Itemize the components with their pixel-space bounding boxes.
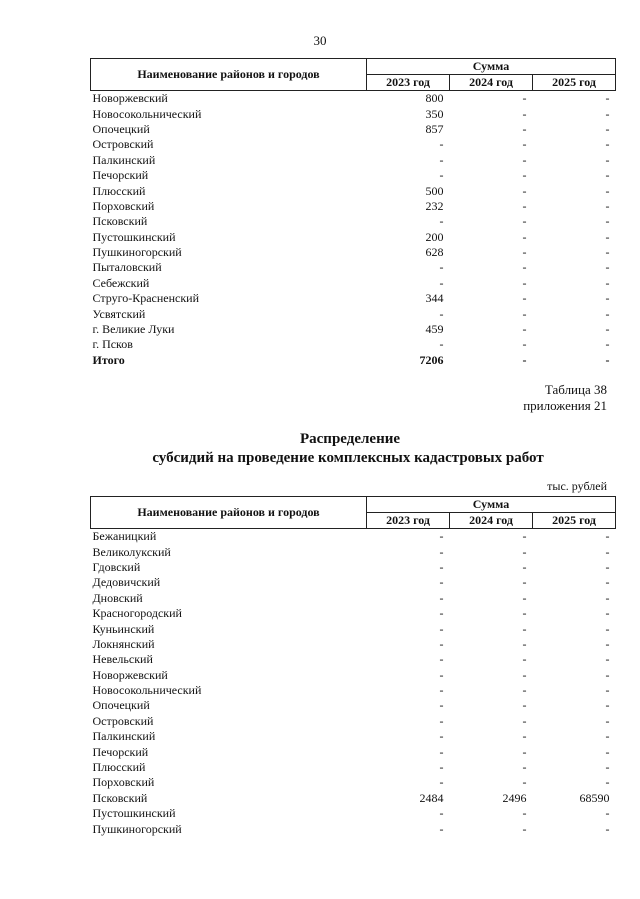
- table-row: [91, 575, 616, 590]
- value-2023-cell: -: [439, 760, 444, 775]
- value-2024-cell: -: [522, 337, 527, 352]
- value-2024-cell: -: [522, 152, 527, 167]
- value-2023-cell: 500: [425, 183, 444, 198]
- value-2024-cell: -: [522, 744, 527, 759]
- district-name-cell: Дновский: [92, 590, 143, 605]
- value-2023-cell: -: [439, 590, 444, 605]
- table-row: [91, 306, 616, 321]
- value-2024-cell: -: [522, 106, 527, 121]
- district-name-cell: Опочецкий: [92, 121, 150, 136]
- value-2023-cell: -: [439, 575, 444, 590]
- district-name-cell: Бежаницкий: [92, 529, 157, 544]
- value-2023-cell: 628: [425, 245, 444, 260]
- district-name-cell: Локнянский: [92, 636, 155, 651]
- value-2025-cell: -: [605, 198, 610, 213]
- value-2025-cell: -: [605, 621, 610, 636]
- value-2024-cell: -: [522, 91, 527, 106]
- district-name-cell: Струго-Красненский: [92, 291, 200, 306]
- value-2023-cell: -: [439, 636, 444, 651]
- value-2025-cell: -: [605, 636, 610, 651]
- value-2024-cell: -: [522, 322, 527, 337]
- value-2024-cell: -: [522, 652, 527, 667]
- value-2025-cell: -: [605, 322, 610, 337]
- value-2024-cell: -: [522, 636, 527, 651]
- header-district-name: Наименование районов и городов: [91, 497, 367, 529]
- value-2024-cell: -: [522, 667, 527, 682]
- value-2025-cell: -: [605, 183, 610, 198]
- district-name-cell: Пушкиногорский: [92, 245, 182, 260]
- value-2023-cell: 2484: [419, 790, 444, 805]
- value-2025-cell: -: [605, 683, 610, 698]
- district-name-cell: г. Великие Луки: [92, 322, 175, 337]
- value-2025-cell: -: [605, 744, 610, 759]
- value-2025-cell: -: [605, 260, 610, 275]
- table-row: [91, 153, 616, 168]
- value-2023-cell: 200: [425, 229, 444, 244]
- district-name-cell: Невельский: [92, 652, 153, 667]
- value-2023-cell: 344: [425, 291, 444, 306]
- table-row: [91, 760, 616, 775]
- table-row: [91, 322, 616, 337]
- value-2024-cell: -: [522, 590, 527, 605]
- table-number-label: Таблица 38: [544, 382, 607, 397]
- value-2023-cell: -: [439, 529, 444, 544]
- table-row: [91, 230, 616, 245]
- district-name-cell: Псковский: [92, 790, 148, 805]
- value-2023-cell: 350: [425, 106, 444, 121]
- table-row: [91, 775, 616, 790]
- value-2025-cell: -: [605, 544, 610, 559]
- value-2023-cell: -: [439, 713, 444, 728]
- value-2024-cell: -: [522, 729, 527, 744]
- table-caption: [523, 382, 607, 414]
- value-2025-cell: -: [605, 337, 610, 352]
- value-2023-cell: -: [439, 683, 444, 698]
- table-row: [91, 806, 616, 821]
- value-2024-cell: -: [522, 168, 527, 183]
- total-row: [91, 353, 616, 368]
- value-2023-cell: -: [439, 744, 444, 759]
- value-2023-cell: -: [439, 775, 444, 790]
- value-2025-cell: -: [605, 291, 610, 306]
- value-2023-cell: -: [439, 806, 444, 821]
- value-2024-cell: -: [522, 760, 527, 775]
- district-name-cell: Палкинский: [92, 152, 156, 167]
- value-2023-cell: -: [439, 214, 444, 229]
- table-row: [91, 729, 616, 744]
- table-row: [91, 591, 616, 606]
- value-2025-cell: -: [605, 729, 610, 744]
- value-2023-cell: 459: [425, 322, 444, 337]
- table-row: [91, 137, 616, 152]
- value-2024-cell: -: [522, 559, 527, 574]
- value-2025-cell: -: [605, 606, 610, 621]
- value-2024-cell: -: [522, 529, 527, 544]
- value-2023-cell: -: [439, 698, 444, 713]
- table-row: [91, 791, 616, 806]
- value-2023-cell: -: [439, 337, 444, 352]
- district-name-cell: Новоржевский: [92, 667, 168, 682]
- table-row: [91, 168, 616, 183]
- district-name-cell: Усвятский: [92, 306, 146, 321]
- value-2023-cell: -: [439, 152, 444, 167]
- value-2025-cell: -: [605, 106, 610, 121]
- header-year-2025: 2025 год: [533, 75, 616, 91]
- header-year-2024: 2024 год: [450, 75, 533, 91]
- value-2025-cell: -: [605, 152, 610, 167]
- district-name-cell: Пустошкинский: [92, 806, 176, 821]
- value-2025-cell: -: [605, 713, 610, 728]
- value-2024-cell: -: [522, 806, 527, 821]
- value-2024-cell: -: [522, 260, 527, 275]
- value-2024-cell: -: [522, 183, 527, 198]
- value-2023-cell: 232: [425, 198, 444, 213]
- table-row: [91, 698, 616, 713]
- district-name-cell: Опочецкий: [92, 698, 150, 713]
- value-2024-cell: -: [522, 683, 527, 698]
- district-name-cell: Великолукский: [92, 544, 171, 559]
- table-row: [91, 183, 616, 198]
- table-row: [91, 276, 616, 291]
- value-2024-cell: 2496: [502, 790, 527, 805]
- value-2024-cell: -: [522, 198, 527, 213]
- table-row: [91, 199, 616, 214]
- value-2024-cell: -: [522, 352, 527, 367]
- section-title-line1: Распределение: [299, 431, 401, 447]
- value-2025-cell: -: [605, 806, 610, 821]
- value-2024-cell: -: [522, 775, 527, 790]
- district-name-cell: Дедовичский: [92, 575, 161, 590]
- value-2025-cell: -: [605, 667, 610, 682]
- value-2024-cell: -: [522, 606, 527, 621]
- district-name-cell: Порховский: [92, 198, 155, 213]
- table-row: [91, 337, 616, 352]
- value-2023-cell: -: [439, 260, 444, 275]
- value-2025-cell: -: [605, 590, 610, 605]
- value-2024-cell: -: [522, 621, 527, 636]
- district-name-cell: Куньинский: [92, 621, 155, 636]
- district-name-cell: Новосокольнический: [92, 106, 202, 121]
- value-2024-cell: -: [522, 713, 527, 728]
- value-2025-cell: -: [605, 121, 610, 136]
- header-year-2025: 2025 год: [533, 513, 616, 529]
- district-name-cell: Пушкиногорский: [92, 821, 182, 836]
- value-2025-cell: -: [605, 821, 610, 836]
- value-2023-cell: 7206: [419, 352, 444, 367]
- value-2025-cell: -: [605, 168, 610, 183]
- district-name-cell: г. Псков: [92, 337, 133, 352]
- table-row: [91, 260, 616, 275]
- district-name-cell: Новосокольнический: [92, 683, 202, 698]
- section-title-line2: субсидий на проведение комплексных кадастровых работ: [152, 450, 544, 466]
- table-row: [91, 652, 616, 667]
- value-2024-cell: -: [522, 698, 527, 713]
- header-sum: Сумма: [367, 497, 616, 513]
- page-number: 30: [313, 33, 327, 48]
- table-row: [91, 714, 616, 729]
- header-district-name: Наименование районов и городов: [91, 59, 367, 91]
- value-2023-cell: -: [439, 621, 444, 636]
- value-2024-cell: -: [522, 575, 527, 590]
- district-name-cell: Пыталовский: [92, 260, 162, 275]
- district-name-cell: Красногородский: [92, 606, 182, 621]
- value-2025-cell: -: [605, 306, 610, 321]
- value-2023-cell: -: [439, 275, 444, 290]
- value-2024-cell: -: [522, 544, 527, 559]
- district-name-cell: Палкинский: [92, 729, 156, 744]
- table-row: [91, 821, 616, 836]
- district-name-cell: Псковский: [92, 214, 148, 229]
- district-name-cell: Себежский: [92, 275, 150, 290]
- value-2025-cell: -: [605, 91, 610, 106]
- value-2025-cell: -: [605, 529, 610, 544]
- value-2024-cell: -: [522, 291, 527, 306]
- value-2025-cell: -: [605, 137, 610, 152]
- value-2025-cell: 68590: [579, 790, 610, 805]
- value-2025-cell: -: [605, 652, 610, 667]
- value-2024-cell: -: [522, 245, 527, 260]
- table-row: [91, 544, 616, 559]
- value-2023-cell: -: [439, 606, 444, 621]
- table-row: [91, 683, 616, 698]
- value-2023-cell: -: [439, 168, 444, 183]
- value-2025-cell: -: [605, 275, 610, 290]
- district-name-cell: Печорский: [92, 744, 149, 759]
- value-2025-cell: -: [605, 229, 610, 244]
- value-2024-cell: -: [522, 821, 527, 836]
- value-2025-cell: -: [605, 775, 610, 790]
- value-2025-cell: -: [605, 214, 610, 229]
- table-row: [91, 214, 616, 229]
- value-2024-cell: -: [522, 214, 527, 229]
- table-row: [91, 106, 616, 121]
- value-2023-cell: -: [439, 544, 444, 559]
- district-name-cell: Итого: [92, 352, 125, 367]
- value-2023-cell: -: [439, 137, 444, 152]
- header-year-2023: 2023 год: [367, 513, 450, 529]
- value-2024-cell: -: [522, 306, 527, 321]
- table-row: [91, 529, 616, 545]
- value-2025-cell: -: [605, 559, 610, 574]
- district-name-cell: Порховский: [92, 775, 155, 790]
- value-2023-cell: -: [439, 667, 444, 682]
- subsidy-table-continued: [90, 58, 616, 368]
- value-2025-cell: -: [605, 698, 610, 713]
- table-row: [91, 637, 616, 652]
- value-2025-cell: -: [605, 575, 610, 590]
- value-2024-cell: -: [522, 121, 527, 136]
- table-row: [91, 621, 616, 636]
- cadastral-subsidy-table: [90, 496, 616, 837]
- value-2024-cell: -: [522, 229, 527, 244]
- value-2023-cell: -: [439, 559, 444, 574]
- value-2024-cell: -: [522, 275, 527, 290]
- value-2023-cell: 800: [425, 91, 444, 106]
- header-sum: Сумма: [367, 59, 616, 75]
- district-name-cell: Новоржевский: [92, 91, 168, 106]
- table-row: [91, 668, 616, 683]
- district-name-cell: Островский: [92, 713, 154, 728]
- value-2025-cell: -: [605, 760, 610, 775]
- district-name-cell: Плюсский: [92, 183, 146, 198]
- table-row: [91, 744, 616, 759]
- district-name-cell: Островский: [92, 137, 154, 152]
- value-2025-cell: -: [605, 245, 610, 260]
- district-name-cell: Печорский: [92, 168, 149, 183]
- header-year-2023: 2023 год: [367, 75, 450, 91]
- table-row: [91, 606, 616, 621]
- units-label: тыс. рублей: [547, 479, 607, 493]
- table-row: [91, 560, 616, 575]
- table-row: [91, 291, 616, 306]
- table-row: [91, 245, 616, 260]
- value-2023-cell: -: [439, 821, 444, 836]
- value-2025-cell: -: [605, 352, 610, 367]
- value-2023-cell: -: [439, 729, 444, 744]
- district-name-cell: Гдовский: [92, 559, 141, 574]
- district-name-cell: Плюсский: [92, 760, 146, 775]
- district-name-cell: Пустошкинский: [92, 229, 176, 244]
- header-year-2024: 2024 год: [450, 513, 533, 529]
- appendix-label: приложения 21: [523, 398, 607, 413]
- value-2023-cell: 857: [425, 121, 444, 136]
- table-row: [91, 122, 616, 137]
- value-2023-cell: -: [439, 652, 444, 667]
- value-2024-cell: -: [522, 137, 527, 152]
- table-row: [91, 91, 616, 107]
- value-2023-cell: -: [439, 306, 444, 321]
